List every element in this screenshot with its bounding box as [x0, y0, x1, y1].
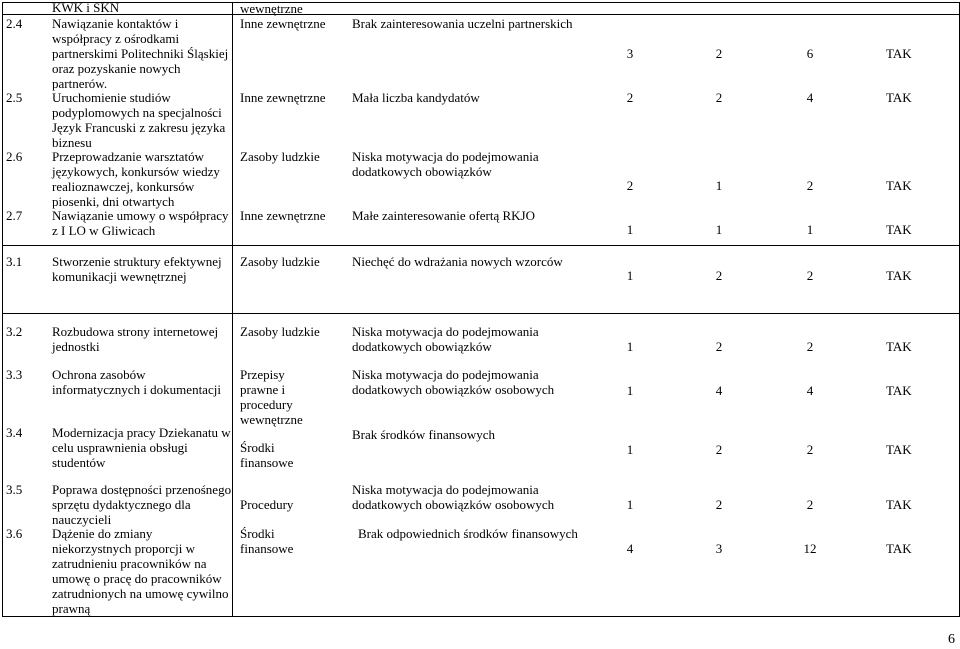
risk-description — [352, 16, 573, 31]
probability-value: 1 — [626, 442, 634, 457]
text-line: informatycznych i dokumentacji — [52, 382, 221, 397]
text-line: podyplomowych na specjalności — [52, 105, 222, 120]
task-number: 2.7 — [6, 208, 23, 223]
answer-value: TAK — [886, 339, 912, 354]
text-line: Uruchomienie studiów — [52, 90, 171, 105]
risk-type — [240, 16, 326, 31]
task-text — [52, 16, 228, 91]
text-line: Język Francuski z zakresu języka — [52, 120, 226, 135]
severity-value: 4 — [715, 383, 723, 398]
text-line: komunikacji wewnętrznej — [52, 269, 187, 284]
risk-score-value: 2 — [806, 497, 814, 512]
probability-value: 1 — [626, 222, 634, 237]
text-line: Małe zainteresowanie ofertą RKJO — [352, 208, 536, 223]
task-text — [52, 324, 218, 354]
rule — [2, 313, 960, 314]
severity-value: 2 — [715, 442, 723, 457]
rule — [2, 14, 960, 15]
task-number: 2.4 — [6, 16, 23, 31]
risk-type — [240, 324, 320, 339]
risk-type — [240, 367, 303, 427]
probability-value: 1 — [626, 339, 634, 354]
text-line: Zasoby ludzkie — [240, 149, 320, 164]
risk-type — [240, 90, 326, 105]
rule — [2, 245, 960, 246]
text-line: Inne zewnętrzne — [240, 90, 326, 105]
risk-score-value: 4 — [806, 90, 814, 105]
text-line: Środki — [240, 526, 275, 541]
severity-value: 3 — [715, 541, 723, 556]
risk-score-value: 12 — [803, 541, 817, 556]
text-line: procedury — [240, 397, 293, 412]
risk-description — [352, 427, 495, 442]
task-text — [52, 208, 229, 238]
answer-value: TAK — [886, 383, 912, 398]
answer-value: TAK — [886, 442, 912, 457]
severity-value: 2 — [715, 46, 723, 61]
risk-score-value: 2 — [806, 442, 814, 457]
task-number: 3.4 — [6, 425, 23, 440]
text-line: wewnętrzne — [240, 1, 303, 16]
rule — [232, 2, 233, 617]
answer-value: TAK — [886, 497, 912, 512]
answer-value: TAK — [886, 541, 912, 556]
risk-score-value: 2 — [806, 178, 814, 193]
probability-value: 1 — [626, 497, 634, 512]
severity-value: 2 — [715, 497, 723, 512]
text-line: Stworzenie struktury efektywnej — [52, 254, 222, 269]
risk-type — [240, 149, 320, 164]
task-number: 2.6 — [6, 149, 23, 164]
answer-value: TAK — [886, 90, 912, 105]
text-line: Niechęć do wdrażania nowych wzorców — [352, 254, 563, 269]
text-line: umowę o pracę do pracowników — [52, 571, 222, 586]
text-line: dodatkowych obowiązków osobowych — [352, 382, 555, 397]
text-line: Inne zewnętrzne — [240, 208, 326, 223]
text-line: Środki — [240, 440, 275, 455]
text-line: współpracy z ośrodkami — [52, 31, 180, 46]
task-text — [52, 526, 229, 616]
text-line: partnerskimi Politechniki Śląskiej — [52, 46, 229, 61]
text-line: Niska motywacja do podejmowania — [352, 367, 539, 382]
risk-score-value: 2 — [806, 339, 814, 354]
task-text — [52, 482, 231, 527]
text-line: z I LO w Gliwicach — [52, 223, 156, 238]
text-line: celu usprawnienia obsługi — [52, 440, 188, 455]
risk-description — [352, 367, 554, 397]
answer-value: TAK — [886, 178, 912, 193]
text-line: wewnętrzne — [240, 412, 303, 427]
risk-type — [240, 208, 326, 223]
text-line: Brak środków finansowych — [352, 427, 495, 442]
risk-description — [352, 90, 480, 105]
probability-value: 1 — [626, 268, 634, 283]
task-text — [52, 367, 221, 397]
text-line: realioznawczej, konkursów — [52, 179, 195, 194]
text-line: partnerów. — [52, 76, 108, 91]
answer-value: TAK — [886, 46, 912, 61]
text-line: biznesu — [52, 135, 92, 150]
text-line: Przeprowadzanie warsztatów — [52, 149, 204, 164]
probability-value: 3 — [626, 46, 634, 61]
text-line: finansowe — [240, 541, 294, 556]
text-line: Zasoby ludzkie — [240, 254, 320, 269]
text-line: Poprawa dostępności przenośnego — [52, 482, 232, 497]
probability-value: 1 — [626, 383, 634, 398]
text-line: Inne zewnętrzne — [240, 16, 326, 31]
text-line: Brak odpowiednich środków finansowych — [358, 526, 578, 541]
risk-type — [240, 440, 293, 470]
severity-value: 2 — [715, 339, 723, 354]
answer-value: TAK — [886, 268, 912, 283]
task-number: 3.2 — [6, 324, 23, 339]
task-text — [52, 425, 231, 470]
text-line: jednostki — [52, 339, 100, 354]
probability-value: 2 — [626, 178, 634, 193]
text-line: Niska motywacja do podejmowania — [352, 324, 539, 339]
task-number: 2.5 — [6, 90, 23, 105]
severity-value: 2 — [715, 268, 723, 283]
text-line: Modernizacja pracy Dziekanatu w — [52, 425, 231, 440]
task-text — [52, 0, 119, 15]
text-line: Nawiązanie umowy o współpracy — [52, 208, 229, 223]
text-line: językowych, konkursów wiedzy — [52, 164, 220, 179]
text-line: Niska motywacja do podejmowania — [352, 149, 539, 164]
text-line: piosenki, dni otwartych — [52, 194, 175, 209]
text-line: prawną — [52, 601, 91, 616]
severity-value: 1 — [715, 178, 723, 193]
severity-value: 1 — [715, 222, 723, 237]
risk-type — [240, 497, 293, 512]
text-line: Niska motywacja do podejmowania — [352, 482, 539, 497]
text-line: Zasoby ludzkie — [240, 324, 320, 339]
text-line: nauczycieli — [52, 512, 112, 527]
text-line: zatrudnieniu pracowników na — [52, 556, 207, 571]
text-line: niekorzystnych proporcji w — [52, 541, 195, 556]
text-line: KWK i SKN — [52, 0, 120, 15]
risk-score-value: 1 — [806, 222, 814, 237]
text-line: Procedury — [240, 497, 294, 512]
task-number: 3.5 — [6, 482, 23, 497]
risk-score-value: 2 — [806, 268, 814, 283]
risk-description — [352, 208, 535, 223]
risk-description — [352, 149, 539, 179]
risk-description — [352, 482, 554, 512]
risk-type — [240, 526, 293, 556]
text-line: dodatkowych obowiązków — [352, 339, 492, 354]
text-line: Brak zainteresowania uczelni partnerskich — [352, 16, 573, 31]
text-line: Ochrona zasobów — [52, 367, 146, 382]
text-line: oraz pozyskanie nowych — [52, 61, 181, 76]
risk-score-value: 4 — [806, 383, 814, 398]
task-text — [52, 254, 222, 284]
text-line: dodatkowych obowiązków osobowych — [352, 497, 555, 512]
task-number: 3.6 — [6, 526, 23, 541]
page-number: 6 — [948, 632, 955, 647]
rule — [2, 2, 960, 3]
text-line: Dążenie do zmiany — [52, 526, 153, 541]
risk-description — [352, 254, 563, 269]
task-text — [52, 149, 220, 209]
answer-value: TAK — [886, 222, 912, 237]
rule — [2, 616, 960, 617]
text-line: Nawiązanie kontaktów i — [52, 16, 179, 31]
probability-value: 2 — [626, 90, 634, 105]
risk-description — [358, 526, 578, 541]
task-text — [52, 90, 225, 150]
text-line: Mała liczba kandydatów — [352, 90, 480, 105]
text-line: Przepisy — [240, 367, 285, 382]
text-line: Rozbudowa strony internetowej — [52, 324, 219, 339]
probability-value: 4 — [626, 541, 634, 556]
text-line: finansowe — [240, 455, 294, 470]
task-number: 3.1 — [6, 254, 23, 269]
text-line: zatrudnionych na umowę cywilno — [52, 586, 229, 601]
text-line: dodatkowych obowiązków — [352, 164, 492, 179]
text-line: studentów — [52, 455, 106, 470]
severity-value: 2 — [715, 90, 723, 105]
risk-type — [240, 254, 320, 269]
rule — [2, 2, 3, 617]
task-number: 3.3 — [6, 367, 23, 382]
text-line: sprzętu dydaktycznego dla — [52, 497, 191, 512]
risk-type — [240, 1, 303, 16]
risk-description — [352, 324, 539, 354]
text-line: prawne i — [240, 382, 286, 397]
risk-score-value: 6 — [806, 46, 814, 61]
